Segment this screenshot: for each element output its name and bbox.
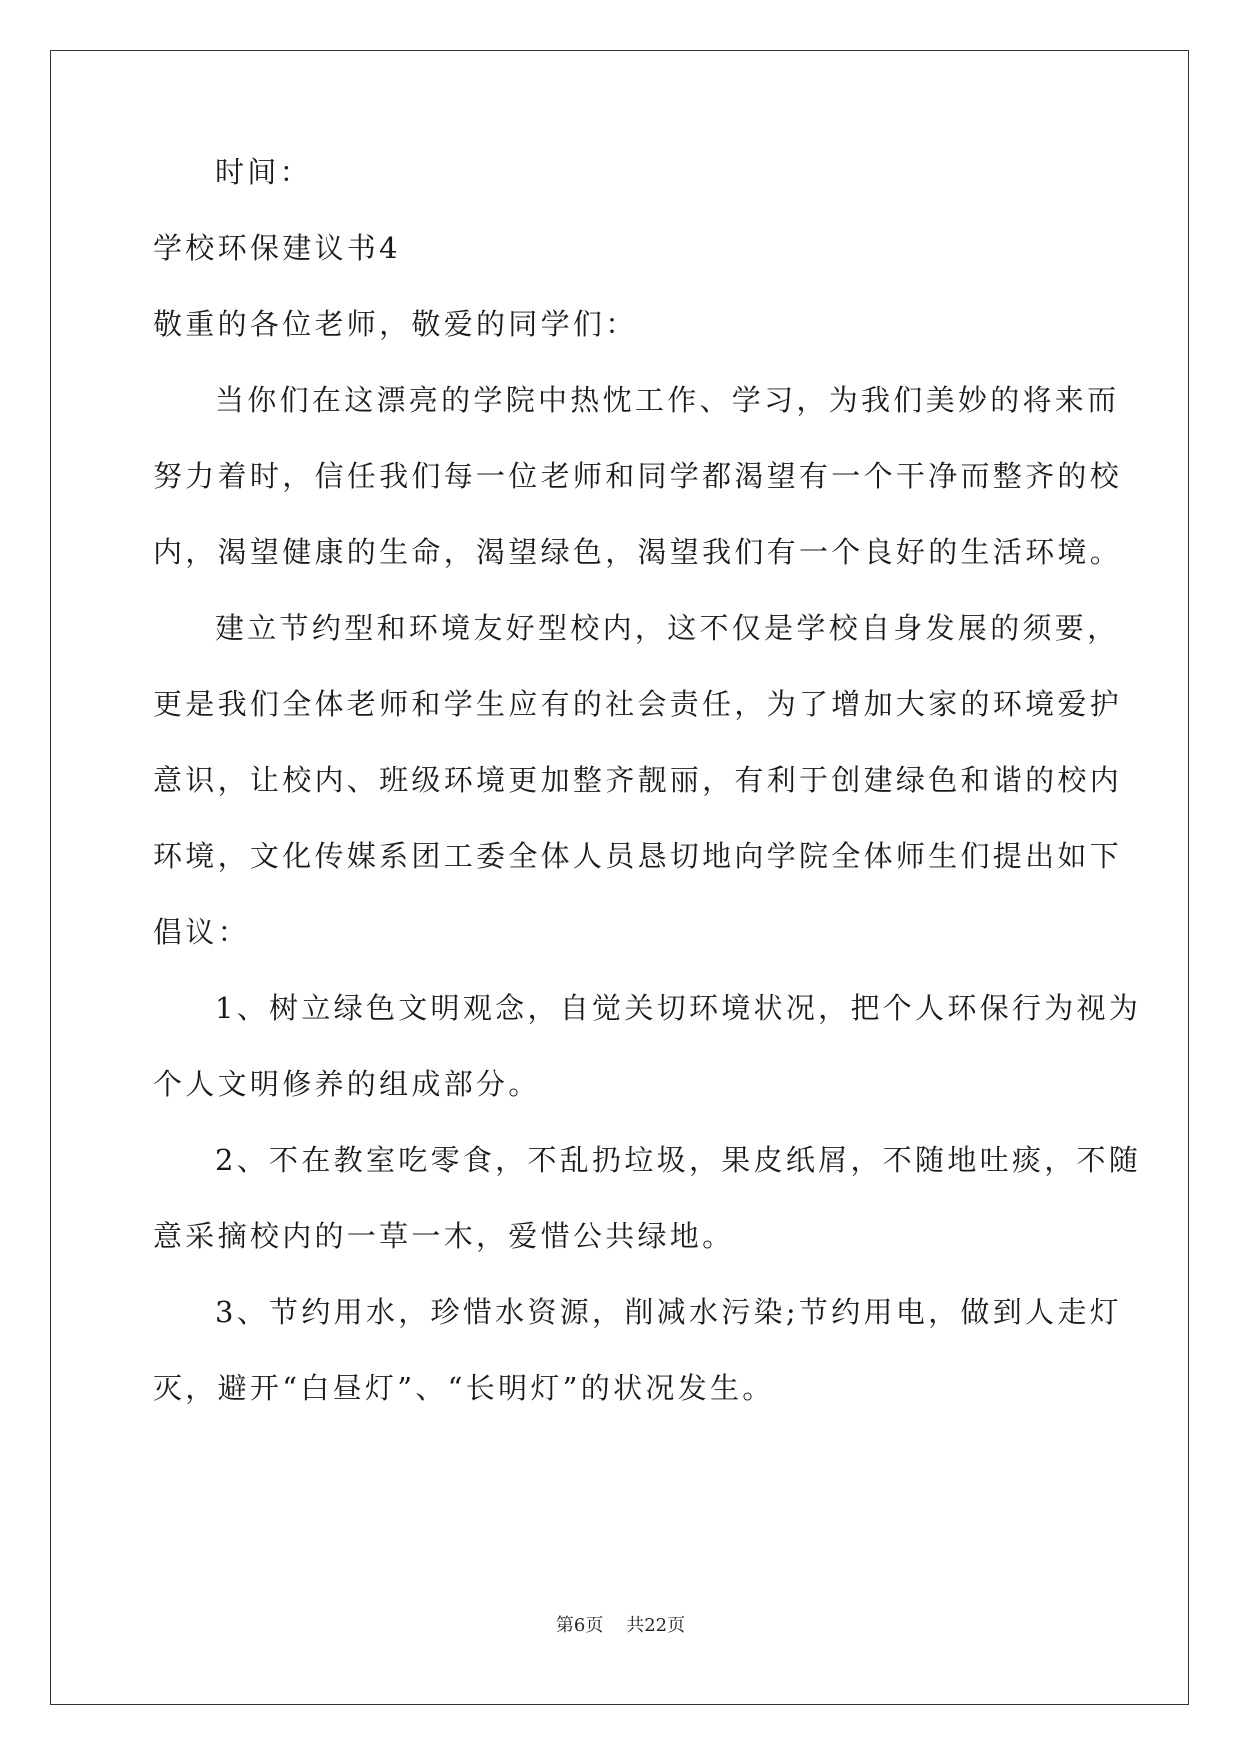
time-label: 时间： bbox=[215, 155, 312, 189]
proposal-item-2: 2、不在教室吃零食，不乱扔垃圾，果皮纸屑，不随地吐痰，不随 bbox=[215, 1143, 1142, 1177]
paragraph-line: 内，渴望健康的生命，渴望绿色，渴望我们有一个良好的生活环境。 bbox=[153, 535, 1123, 569]
paragraph-line: 意识，让校内、班级环境更加整齐靓丽，有利于创建绿色和谐的校内 bbox=[153, 763, 1123, 797]
page-footer bbox=[0, 1614, 1241, 1638]
paragraph-line: 建立节约型和环境友好型校内，这不仅是学校自身发展的须要， bbox=[215, 611, 1120, 645]
proposal-item-3: 3、节约用水，珍惜水资源，削减水污染;节约用电，做到人走灯 bbox=[215, 1295, 1122, 1329]
paragraph-line: 当你们在这漂亮的学院中热忱工作、学习，为我们美妙的将来而 bbox=[215, 383, 1120, 417]
section-title: 学校环保建议书4 bbox=[153, 231, 401, 265]
page-border bbox=[50, 50, 1189, 1705]
paragraph-line: 更是我们全体老师和学生应有的社会责任，为了增加大家的环境爱护 bbox=[153, 687, 1123, 721]
proposal-item-1: 1、树立绿色文明观念，自觉关切环境状况，把个人环保行为视为 bbox=[215, 991, 1142, 1025]
page-number: 第6页 共22页 bbox=[555, 1615, 686, 1636]
salutation: 敬重的各位老师，敬爱的同学们： bbox=[153, 307, 638, 341]
paragraph-line: 倡议： bbox=[153, 915, 250, 949]
proposal-item-3-cont: 灭，避开“白昼灯”、“长明灯”的状况发生。 bbox=[153, 1371, 775, 1405]
paragraph-line: 环境，文化传媒系团工委全体人员恳切地向学院全体师生们提出如下 bbox=[153, 839, 1123, 873]
paragraph-line: 努力着时，信任我们每一位老师和同学都渴望有一个干净而整齐的校 bbox=[153, 459, 1123, 493]
proposal-item-2-cont: 意采摘校内的一草一木，爱惜公共绿地。 bbox=[153, 1219, 735, 1253]
proposal-item-1-cont: 个人文明修养的组成部分。 bbox=[153, 1067, 541, 1101]
